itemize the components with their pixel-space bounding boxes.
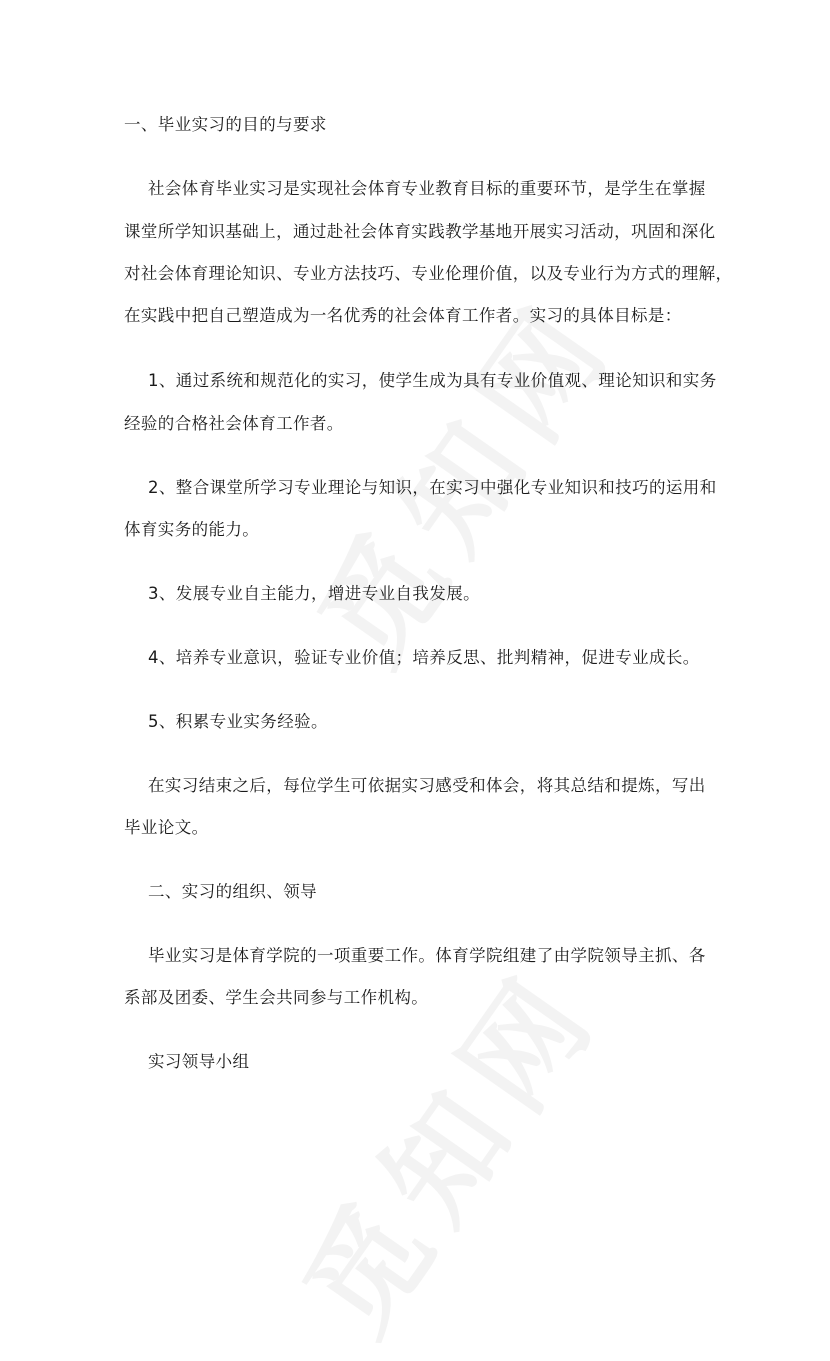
goal-2-line: 体育实务的能力。 (124, 520, 260, 539)
goal-1-line: 1、通过系统和规范化的实习，使学生成为具有专业价值观、理论知识和实务 (148, 371, 717, 390)
goal-5: 5、积累专业实务经验。 (148, 712, 328, 731)
goal-3: 3、发展专业自主能力，增进专业自我发展。 (148, 584, 480, 603)
goal-2-line: 2、整合课堂所学习专业理论与知识，在实习中强化专业知识和技巧的运用和 (148, 478, 717, 497)
conclusion-line: 在实习结束之后，每位学生可依据实习感受和体会，将其总结和提炼，写出 (148, 776, 706, 795)
organization-line: 系部及团委、学生会共同参与工作机构。 (124, 988, 429, 1007)
intro-paragraph-line: 社会体育毕业实习是实现社会体育专业教育目标的重要环节，是学生在掌握 (148, 179, 706, 198)
goal-4: 4、培养专业意识，验证专业价值；培养反思、批判精神，促进专业成长。 (148, 648, 700, 667)
conclusion-line: 毕业论文。 (124, 818, 209, 837)
goal-1-line: 经验的合格社会体育工作者。 (124, 414, 344, 433)
section-heading-2: 二、实习的组织、领导 (148, 882, 317, 901)
intro-paragraph-line: 在实践中把自己塑造成为一名优秀的社会体育工作者。实习的具体目标是： (124, 306, 682, 325)
subheading-leadership-group: 实习领导小组 (148, 1052, 250, 1071)
section-heading-1: 一、毕业实习的目的与要求 (124, 115, 327, 134)
intro-paragraph-line: 课堂所学知识基础上，通过赴社会体育实践教学基地开展实习活动，巩固和深化 (124, 222, 716, 241)
organization-line: 毕业实习是体育学院的一项重要工作。体育学院组建了由学院领导主抓、各 (148, 946, 706, 965)
intro-paragraph-line: 对社会体育理论知识、专业方法技巧、专业伦理价值，以及专业行为方式的理解， (124, 264, 733, 283)
